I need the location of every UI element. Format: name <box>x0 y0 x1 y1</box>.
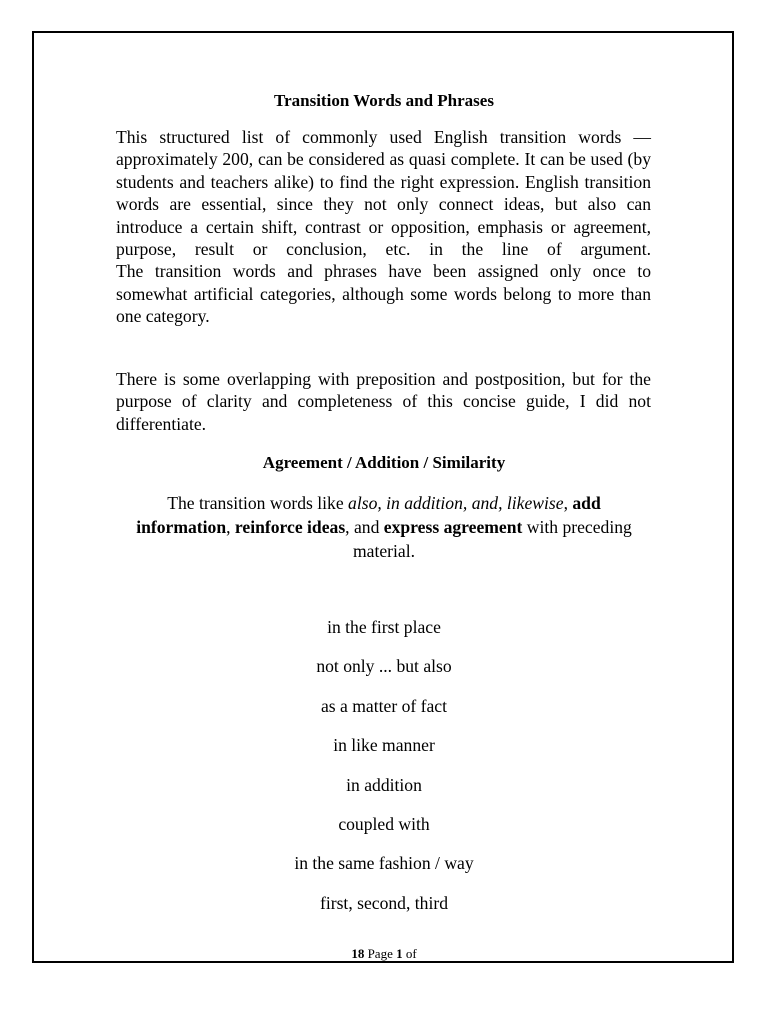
list-item: in the same fashion / way <box>294 853 474 874</box>
page-total: 18 <box>351 946 365 961</box>
intro-paragraph-1: This structured list of commonly used English transition words — approximately 200, can be considered as quasi complete. It can be used (by students and teachers alike) to find the right expression. English transition words are essential, since they not only connect ideas, but also can introduce a certain shift, contrast or opposition, emphasis or agreement, purpose, result or conclusion, etc. in the line of argument. <box>116 127 651 260</box>
page-current: 1 <box>396 946 403 961</box>
desc-comma-1: , <box>563 493 573 513</box>
desc-reinforce-ideas: reinforce ideas <box>234 517 346 537</box>
overlap-paragraph: There is some overlapping with preposition and postposition, but for the purpose of clarity and completeness of this concise guide, I did not differentiate. <box>116 369 651 434</box>
overlap-block <box>116 368 651 435</box>
desc-comma-2: , <box>226 517 235 537</box>
desc-add-information: add information <box>136 493 601 537</box>
list-item: in the first place <box>327 617 441 637</box>
intro-paragraph-2: The transition words and phrases have been assigned only once to somewhat artificial categories, although some words belong to more than one category. <box>116 261 651 327</box>
desc-express-agreement: express agreement <box>383 517 523 537</box>
desc-and: , and <box>345 517 384 537</box>
page-label: Page <box>364 946 397 961</box>
list-item: first, second, third <box>319 892 449 913</box>
list-item: coupled with <box>338 813 430 834</box>
desc-lead: The transition words like <box>167 493 349 513</box>
section-heading: Agreement / Addition / Similarity <box>262 453 506 472</box>
intro-block <box>116 126 651 328</box>
document-title: Transition Words and Phrases <box>274 91 494 110</box>
list-item: in like manner <box>333 735 435 756</box>
desc-examples: also, in addition, and, likewise <box>348 493 564 513</box>
page-of: of <box>402 946 417 961</box>
desc-tail: with preceding material. <box>352 517 632 561</box>
list-item: not only ... but also <box>316 656 452 677</box>
page-footer <box>0 946 768 962</box>
list-item: in addition <box>346 774 422 795</box>
section-description <box>120 491 648 563</box>
phrase-list <box>0 616 768 931</box>
list-item: as a matter of fact <box>320 695 448 716</box>
